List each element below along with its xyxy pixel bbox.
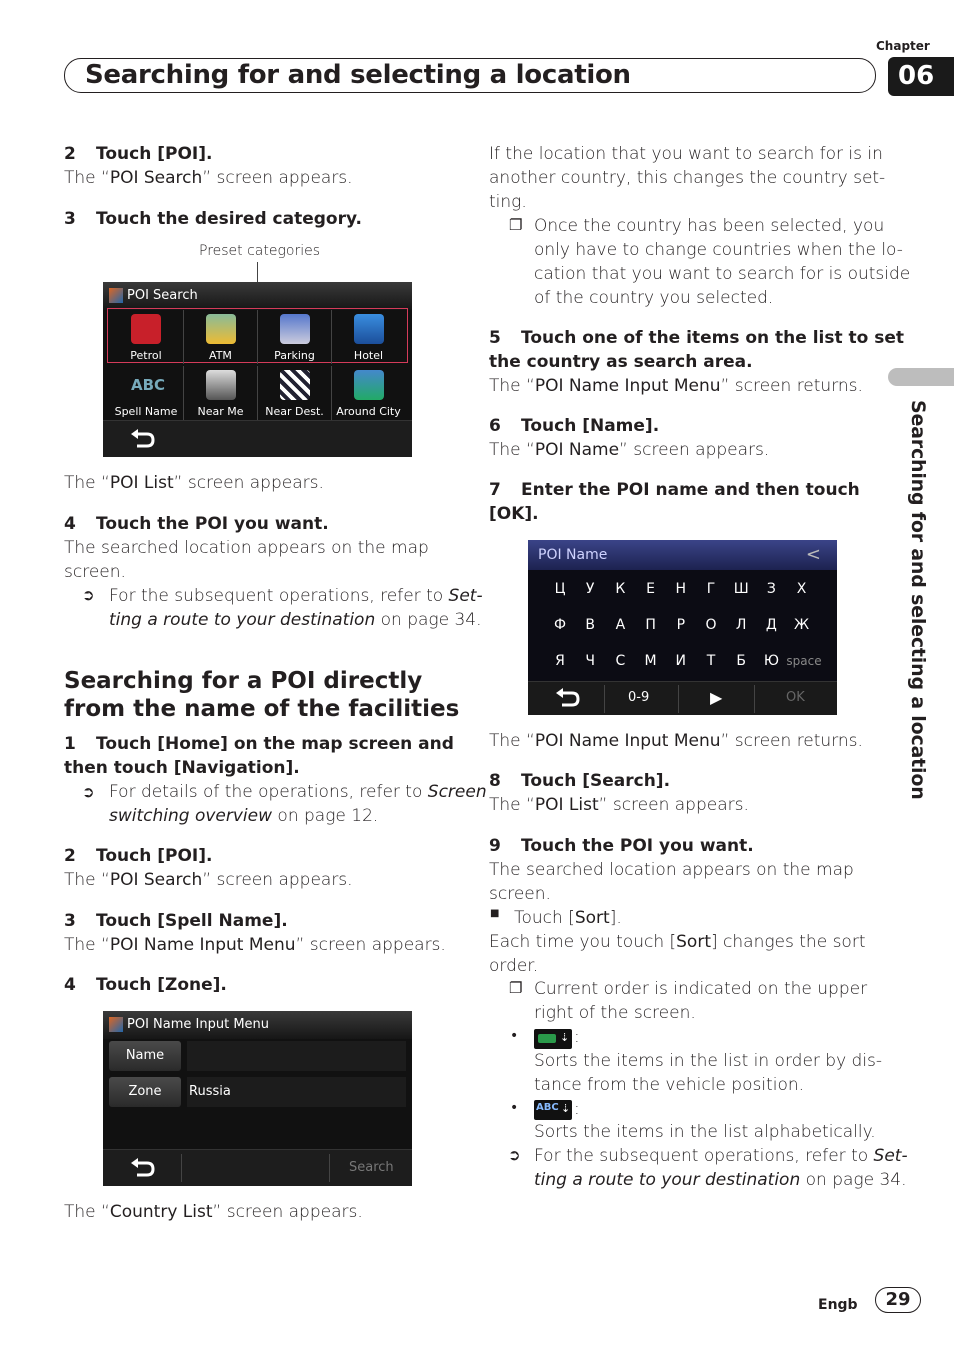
back-arrow-icon[interactable] <box>554 688 580 710</box>
sort-instruction <box>514 906 622 930</box>
country-list-text <box>64 1200 363 1224</box>
category-label: ATM <box>209 349 232 362</box>
step-4-line-1: The searched location appears on the map <box>64 538 429 558</box>
text-part: on page 12. <box>272 806 379 826</box>
keyboard-key[interactable]: Е <box>646 581 656 597</box>
step-number: 7 <box>489 480 501 500</box>
text-part: The “ <box>489 795 535 815</box>
reference-title: Set- <box>448 586 483 606</box>
keyboard-key[interactable]: У <box>585 581 595 597</box>
screen-title-bar <box>103 282 412 310</box>
step-number: 4 <box>64 514 76 534</box>
screen-name: POI Search <box>109 168 203 188</box>
screen-title: POI Search <box>127 288 198 303</box>
text-part: ] changes the sort <box>711 932 866 952</box>
reference-line-2 <box>109 608 482 632</box>
note-line-4: of the country you selected. <box>534 288 774 308</box>
divider <box>604 685 605 713</box>
category-hotel[interactable] <box>331 310 405 364</box>
step-number: 1 <box>64 734 76 754</box>
text-part: The “ <box>64 935 110 955</box>
colon: : <box>574 1027 580 1047</box>
step-b1-heading-cont: then touch [Navigation]. <box>64 758 300 778</box>
screen-name: POI List <box>534 795 599 815</box>
step-b2-text <box>64 868 353 892</box>
square-bullet-icon: ■ <box>490 908 500 919</box>
text-part: The “ <box>489 440 535 460</box>
numeric-mode-key[interactable]: 0-9 <box>628 690 650 705</box>
screen-name: POI Name Input Menu <box>109 935 296 955</box>
step-8-text <box>489 793 749 817</box>
step-9-line-2: screen. <box>489 884 551 904</box>
note-2-line-2: right of the screen. <box>534 1003 696 1023</box>
screen-name: POI Name Input Menu <box>534 731 721 751</box>
reference-arrow-icon: ➲ <box>82 783 95 801</box>
colon: : <box>574 1099 580 1119</box>
abc-icon: ABC <box>131 376 166 394</box>
reference-line-1 <box>534 1144 908 1168</box>
sort-description-line-2: order. <box>489 956 539 976</box>
step-title: Touch [Home] on the map screen and <box>96 734 454 754</box>
divider <box>181 1154 182 1182</box>
divider <box>329 1154 330 1182</box>
category-parking[interactable] <box>257 310 331 364</box>
step-9-line-1: The searched location appears on the map <box>489 860 854 880</box>
step-number: 8 <box>489 771 501 791</box>
reference-title: Screen <box>427 782 487 802</box>
step-8-heading <box>489 769 670 793</box>
chapter-label: Chapter <box>876 39 930 53</box>
keyboard-key[interactable]: З <box>766 581 776 597</box>
screen-title: POI Name Input Menu <box>127 1017 270 1032</box>
reference-title: switching overview <box>109 806 273 826</box>
country-para-line-3: ting. <box>489 192 527 212</box>
text-part: ” screen returns. <box>720 376 863 396</box>
poi-list-text <box>64 471 324 495</box>
step-5-heading-cont: the country as search area. <box>489 352 753 372</box>
reference-line-2 <box>534 1168 907 1192</box>
text-part: The “ <box>64 473 110 493</box>
down-arrow-icon: ⇣ <box>560 1031 570 1044</box>
step-title: Touch the desired category. <box>96 209 362 229</box>
step-b1-heading <box>64 732 454 756</box>
text-part: ]. <box>609 908 622 928</box>
step-b2-heading <box>64 844 212 868</box>
step-b3-text <box>64 933 446 957</box>
car-shape <box>538 1034 556 1043</box>
category-label: Near Me <box>197 405 244 418</box>
step-title: Touch [Spell Name]. <box>96 911 288 931</box>
keyboard-key[interactable]: Н <box>675 581 687 597</box>
category-around-city[interactable] <box>331 366 405 420</box>
alphabetical-sort-icon <box>534 1100 572 1120</box>
near-me-icon <box>206 370 236 400</box>
screen-name: Country List <box>109 1202 213 1222</box>
step-title: Enter the POI name and then touch <box>521 480 860 500</box>
text-part: Touch [ <box>514 908 575 928</box>
section-title-line-2: from the name of the facilities <box>64 696 460 722</box>
text-part: ” screen returns. <box>720 731 863 751</box>
text-part: ” screen appears. <box>295 935 446 955</box>
hotel-icon <box>354 314 384 344</box>
parking-icon <box>280 314 310 344</box>
step-title: Touch [Search]. <box>521 771 671 791</box>
keyboard-key[interactable]: Ш <box>733 581 749 597</box>
language-code: Engb <box>818 1297 858 1313</box>
keyboard-key[interactable]: Л <box>735 617 747 633</box>
text-part: ” screen appears. <box>619 440 770 460</box>
step-2-text <box>64 166 353 190</box>
play-arrow-icon[interactable]: ▶ <box>710 688 723 707</box>
dot-bullet-icon: • <box>510 1028 519 1044</box>
reference-title: ting a route to your destination <box>109 610 376 630</box>
screen-name: POI Search <box>109 870 203 890</box>
atm-icon <box>206 314 236 344</box>
screen-title: POI Name <box>538 547 608 563</box>
reference-line-1 <box>109 584 483 608</box>
down-arrow-icon: ⇣ <box>561 1102 571 1115</box>
text-part: The “ <box>489 731 535 751</box>
keyboard-key[interactable]: Т <box>706 653 716 669</box>
text-part: ” screen appears. <box>598 795 749 815</box>
step-title: Touch one of the items on the list to set <box>521 328 905 348</box>
keyboard-key[interactable]: И <box>675 653 687 669</box>
keyboard-key[interactable]: Ю <box>763 653 779 669</box>
zone-button[interactable]: Zone <box>109 1077 181 1107</box>
text-part: ” screen appears. <box>202 870 353 890</box>
text-part: The “ <box>64 870 110 890</box>
distance-sort-line-2: tance from the vehicle position. <box>534 1075 805 1095</box>
keyboard-key[interactable]: А <box>615 617 626 633</box>
step-number: 5 <box>489 328 501 348</box>
keyboard-key[interactable]: П <box>645 617 656 633</box>
chapter-number: 06 <box>888 57 954 96</box>
step-number: 3 <box>64 209 76 229</box>
text-part: The “ <box>489 376 535 396</box>
category-near-me[interactable] <box>183 366 257 420</box>
step-7-text <box>489 729 863 753</box>
text-part: The “ <box>64 168 110 188</box>
step-7-heading <box>489 478 860 502</box>
keyboard-key[interactable]: В <box>585 617 595 633</box>
step-title: Touch [Name]. <box>521 416 660 436</box>
category-label: Around City <box>336 405 401 418</box>
country-para-line-1: If the location that you want to search for is in <box>489 144 883 164</box>
back-arrow-icon[interactable] <box>129 429 155 451</box>
screen-title-bar <box>528 540 837 570</box>
back-arrow-icon[interactable] <box>129 1158 155 1180</box>
step-3-heading <box>64 207 362 231</box>
country-para-line-2: another country, this changes the country set- <box>489 168 886 188</box>
text-part: on page 34. <box>375 610 482 630</box>
text-part: ” screen appears. <box>202 168 353 188</box>
zone-value: Russia <box>187 1077 406 1107</box>
section-title-line-1: Searching for a POI directly <box>64 668 423 694</box>
step-6-heading <box>489 414 659 438</box>
abc-glyph: ABC <box>536 1102 559 1113</box>
step-number: 4 <box>64 975 76 995</box>
sort-label: Sort <box>574 908 610 928</box>
text-part: on page 34. <box>800 1170 907 1190</box>
category-spell-name[interactable] <box>109 366 183 420</box>
reference-arrow-icon: ➲ <box>508 1146 521 1164</box>
keyboard-key[interactable]: О <box>705 617 717 633</box>
side-tab-marker <box>888 368 954 386</box>
category-petrol[interactable] <box>109 310 183 364</box>
note-line-1: Once the country has been selected, you <box>534 216 885 236</box>
text-part: For the subsequent operations, refer to <box>109 586 449 606</box>
category-label: Near Dest. <box>265 405 324 418</box>
preset-categories-callout: Preset categories <box>199 243 321 259</box>
note-line-3: cation that you want to search for is outside <box>534 264 911 284</box>
screen-name: POI Name Input Menu <box>534 376 721 396</box>
step-title: Touch [POI]. <box>96 144 213 164</box>
step-4-heading <box>64 512 329 536</box>
note-box-icon: ❐ <box>509 216 523 234</box>
category-label: Hotel <box>353 349 384 362</box>
text-part: For the subsequent operations, refer to <box>534 1146 874 1166</box>
step-5-text <box>489 374 863 398</box>
category-near-dest[interactable] <box>257 366 331 420</box>
note-line-2: only have to change countries when the lo- <box>534 240 903 260</box>
step-b3-heading <box>64 909 288 933</box>
reference-line-1 <box>109 780 487 804</box>
reference-arrow-icon: ➲ <box>82 586 95 604</box>
step-title: Touch [Zone]. <box>96 975 227 995</box>
reference-title: ting a route to your destination <box>534 1170 801 1190</box>
text-part: Each time you touch [ <box>489 932 677 952</box>
distance-sort-line-1: Sorts the items in the list in order by dis- <box>534 1051 883 1071</box>
category-atm[interactable] <box>183 310 257 364</box>
keyboard-key[interactable]: К <box>615 581 626 597</box>
keyboard-bottom-bar <box>528 681 837 715</box>
step-number: 2 <box>64 144 76 164</box>
app-icon <box>109 288 123 303</box>
step-title: Touch the POI you want. <box>96 514 329 534</box>
category-label: Parking <box>274 349 315 362</box>
name-button[interactable]: Name <box>109 1041 181 1071</box>
reference-line-2 <box>109 804 378 828</box>
category-label: Spell Name <box>114 405 178 418</box>
side-tab-title: Searching for and selecting a location <box>907 400 929 800</box>
note-2-line-1: Current order is indicated on the upper <box>534 979 868 999</box>
note-box-icon: ❐ <box>509 979 523 997</box>
checkered-flag-icon <box>280 370 310 400</box>
step-7-heading-cont: [OK]. <box>489 504 539 524</box>
keyboard-key[interactable]: Х <box>796 581 807 597</box>
text-part: ” screen appears. <box>173 473 324 493</box>
name-value-field[interactable] <box>187 1041 406 1071</box>
screen-name: POI List <box>109 473 174 493</box>
screen-bottom-bar <box>103 1149 412 1186</box>
backspace-key[interactable]: < <box>805 544 821 565</box>
step-5-heading <box>489 326 904 350</box>
step-number: 6 <box>489 416 501 436</box>
keyboard-key[interactable]: Я <box>555 653 565 669</box>
divider <box>678 685 679 713</box>
poi-name-input-menu-screenshot <box>103 1011 412 1186</box>
keyboard-key[interactable]: Ж <box>794 617 810 633</box>
keyboard-key[interactable]: Д <box>765 617 777 633</box>
keyboard-key[interactable]: М <box>644 653 657 669</box>
sort-label: Sort <box>676 932 711 952</box>
step-title: Touch [POI]. <box>96 846 213 866</box>
step-number: 2 <box>64 846 76 866</box>
keyboard-key[interactable]: Ч <box>585 653 595 669</box>
alphabetical-sort-line: Sorts the items in the list alphabetically. <box>534 1122 876 1142</box>
ok-button[interactable]: OK <box>786 690 805 705</box>
step-9-heading <box>489 834 754 858</box>
step-b4-heading <box>64 973 227 997</box>
page-title: Searching for and selecting a location <box>64 58 876 93</box>
step-title: Touch the POI you want. <box>521 836 754 856</box>
keyboard-key[interactable]: Ф <box>553 617 567 633</box>
signpost-icon <box>354 370 384 400</box>
keyboard-key[interactable]: Г <box>706 581 716 597</box>
search-button[interactable]: Search <box>349 1160 394 1175</box>
app-icon <box>109 1017 123 1032</box>
divider <box>754 685 755 713</box>
text-part: The “ <box>64 1202 110 1222</box>
step-number: 9 <box>489 836 501 856</box>
step-2-heading <box>64 142 212 166</box>
screen-name: POI Name <box>534 440 620 460</box>
step-number: 3 <box>64 911 76 931</box>
text-part: ” screen appears. <box>212 1202 363 1222</box>
page-number: 29 <box>875 1287 921 1313</box>
step-4-line-2: screen. <box>64 562 126 582</box>
screen-title-bar <box>103 1011 412 1039</box>
keyboard-key[interactable]: Р <box>676 617 686 633</box>
petrol-icon <box>131 314 161 344</box>
poi-search-screenshot <box>103 282 412 457</box>
category-label: Petrol <box>130 349 162 362</box>
text-part: For details of the operations, refer to <box>109 782 428 802</box>
poi-name-keyboard-screenshot <box>528 540 837 715</box>
keyboard-key[interactable]: Ц <box>554 581 566 597</box>
keyboard-key[interactable]: Б <box>736 653 746 669</box>
reference-title: Set- <box>873 1146 908 1166</box>
step-6-text <box>489 438 769 462</box>
distance-sort-icon <box>534 1029 572 1049</box>
screen-bottom-bar <box>103 420 412 457</box>
space-key[interactable]: space <box>786 654 822 668</box>
sort-description-line-1 <box>489 930 866 954</box>
keyboard-key[interactable]: С <box>615 653 626 669</box>
dot-bullet-icon: • <box>510 1100 519 1116</box>
